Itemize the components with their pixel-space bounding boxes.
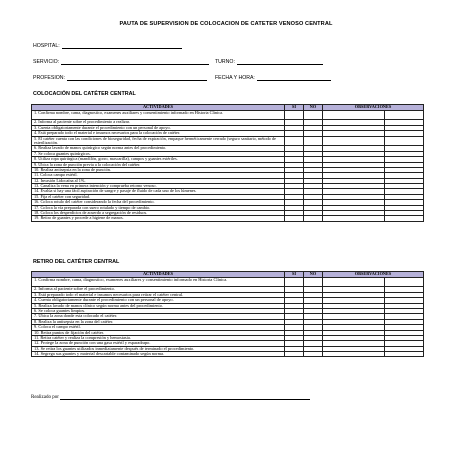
no-checkbox-cell[interactable] <box>304 216 323 221</box>
activity-cell: 18. Coloca los desperdicios de acuerdo a segregación de residuos. <box>32 211 285 216</box>
activity-cell: 8. Realiza la antisepsia en la zona del catéter. <box>32 319 285 324</box>
servicio-label: SERVICIO: <box>33 59 60 65</box>
no-checkbox-cell[interactable] <box>304 352 323 357</box>
activity-cell: 15. Fija el catéter con seguridad. <box>32 194 285 199</box>
activity-cell: 10. Retira puntos de fijación del catéter. <box>32 330 285 335</box>
header-no: NO <box>304 105 323 111</box>
header-observaciones: OBSERVACIONES <box>323 272 424 278</box>
observaciones-cell[interactable] <box>323 352 385 357</box>
activity-cell: 16. Coloca rotulo del catéter considerando la fecha del procedimiento. <box>32 200 285 205</box>
activity-cell: 14. Evalúa si hay una fácil aspiración de sangre y pasaje de fluido de cada uno de los lúmenes. <box>32 189 285 194</box>
activity-cell: 8. Utiliza ropa quirúrgica (mandilón, gorro, mascarilla), campos y guantes estériles. <box>32 157 285 162</box>
activity-cell: 2. Informa al paciente sobre el procedimiento. <box>32 287 285 292</box>
activity-cell: 7. Se coloca guantes quirúrgicos. <box>32 151 285 156</box>
fecha-input-line[interactable] <box>257 75 331 81</box>
observaciones-cell[interactable] <box>323 136 385 146</box>
signature-label: Realizado por <box>31 395 59 400</box>
activity-cell: 9. Coloca el campo estéril. <box>32 325 285 330</box>
si-checkbox-cell[interactable] <box>285 352 304 357</box>
extra-cell[interactable] <box>385 352 424 357</box>
servicio-field <box>33 59 209 65</box>
activity-cell: 4. Está preparado todo el material e insumos necesarios para la colocación de catéter. <box>32 131 285 136</box>
observaciones-cell[interactable] <box>323 110 385 120</box>
activity-cell: 10. Realiza antisepsia en la zona de punción. <box>32 167 285 172</box>
profesion-field <box>33 75 207 81</box>
extra-cell[interactable] <box>385 216 424 221</box>
header-si: SI <box>285 105 304 111</box>
si-checkbox-cell[interactable] <box>285 216 304 221</box>
activity-cell: 14. Segrega sus guantes y material descartable contaminado según norma. <box>32 352 285 357</box>
activity-cell: 11. Coloca campo estéril. <box>32 173 285 178</box>
document-title: PAUTA DE SUPERVISION DE COLOCACION DE CATETER VENOSO CENTRAL <box>119 21 333 27</box>
activity-cell: 19. Retiro de guantes y procede a higiene de manos. <box>32 216 285 221</box>
activity-cell: 9. Ubica la zona de punción previa a la colocación del catéter. <box>32 162 285 167</box>
signature-input-line[interactable] <box>60 395 310 400</box>
header-actividades: ACTIVIDADES <box>32 272 285 278</box>
si-checkbox-cell[interactable] <box>285 110 304 120</box>
activity-cell: 6. Se coloca guantes limpios. <box>32 308 285 313</box>
profesion-input-line[interactable] <box>67 75 207 81</box>
activity-cell: 1. Confirma nombre, cama, diagnostico, examenes auxiliares y consentimiento informado en Historia Clínica. <box>32 277 285 287</box>
extra-cell[interactable] <box>385 110 424 120</box>
activity-cell: 17. Coloca la vía preparada con suero rotulado y tiempo de cambio. <box>32 205 285 210</box>
turno-input-line[interactable] <box>237 59 323 65</box>
activity-cell: 11. Retira catéter y realiza la compresión y hemostasia. <box>32 335 285 340</box>
si-checkbox-cell[interactable] <box>285 277 304 287</box>
retiro-table <box>31 271 424 357</box>
activity-cell: 1. Confirma nombre, cama, diagnostico, examenes auxiliares y consentimiento informado en Historia Clinica. <box>32 110 285 120</box>
turno-label: TURNO: <box>215 59 235 65</box>
activity-cell: 13. Se retira los guantes utilizados inmediatamente después de terminado el procedimiento. <box>32 346 285 351</box>
table-row <box>32 352 424 357</box>
retiro-section-title: RETIRO DEL CATÉTER CENTRAL <box>33 259 120 265</box>
turno-field <box>215 59 323 65</box>
header-observaciones: OBSERVACIONES <box>323 105 424 111</box>
table-row <box>32 216 424 221</box>
activity-cell: 13. Canaliza la vena en primera intención y comprueba retorno venoso. <box>32 184 285 189</box>
activity-cell: 7. Ubica la zona donde esta colocado el catéter. <box>32 314 285 319</box>
table-row <box>32 110 424 120</box>
activity-cell: 2. Informa al paciente sobre el procedimiento a realizar. <box>32 120 285 125</box>
activity-cell: 3. Cuenta obligatoriamente durante el procedimiento con un personal de apoyo. <box>32 125 285 130</box>
activity-cell: 5. Realiza lavado de manos clínico según norma antes del procedimiento. <box>32 303 285 308</box>
activity-cell: 6. Realiza lavado de manos quirúrgico según norma antes del procedimiento. <box>32 146 285 151</box>
extra-cell[interactable] <box>385 136 424 146</box>
activity-cell: 5. El catéter cuenta con las condiciones de bioseguridad, fecha de expiración, empaque herméticamente cerrado (seguro sanitario, método de esterilización. <box>32 136 285 146</box>
colocacion-table <box>31 104 424 222</box>
header-actividades: ACTIVIDADES <box>32 105 285 111</box>
activity-cell: 3. Está preparado todo el material e insumos necesarios para retirar el catéter central. <box>32 292 285 297</box>
header-si: SI <box>285 272 304 278</box>
colocacion-section-title: COLOCACIÓN DEL CATÉTER CENTRAL <box>33 91 136 97</box>
fecha-label: FECHA Y HORA: <box>215 75 255 81</box>
hospital-input-line[interactable] <box>62 43 182 49</box>
extra-cell[interactable] <box>385 277 424 287</box>
profesion-label: PROFESION: <box>33 75 65 81</box>
table-row <box>32 136 424 146</box>
activity-cell: 4. Cuenta obligatoriamente durante el procedimiento con un personal de apoyo. <box>32 298 285 303</box>
activity-cell: 12. Protege la zona de punción con una gasa estéril y esparadrapo. <box>32 341 285 346</box>
table-row <box>32 277 424 287</box>
no-checkbox-cell[interactable] <box>304 110 323 120</box>
si-checkbox-cell[interactable] <box>285 136 304 146</box>
activity-cell: 12. Invasión Lidocaína al 1%. <box>32 178 285 183</box>
no-checkbox-cell[interactable] <box>304 136 323 146</box>
header-no: NO <box>304 272 323 278</box>
no-checkbox-cell[interactable] <box>304 277 323 287</box>
observaciones-cell[interactable] <box>323 277 385 287</box>
servicio-input-line[interactable] <box>61 59 209 65</box>
hospital-label: HOSPITAL: <box>33 43 60 49</box>
signature-field <box>31 395 310 400</box>
hospital-field <box>33 43 182 49</box>
observaciones-cell[interactable] <box>323 216 385 221</box>
fecha-field <box>215 75 331 81</box>
